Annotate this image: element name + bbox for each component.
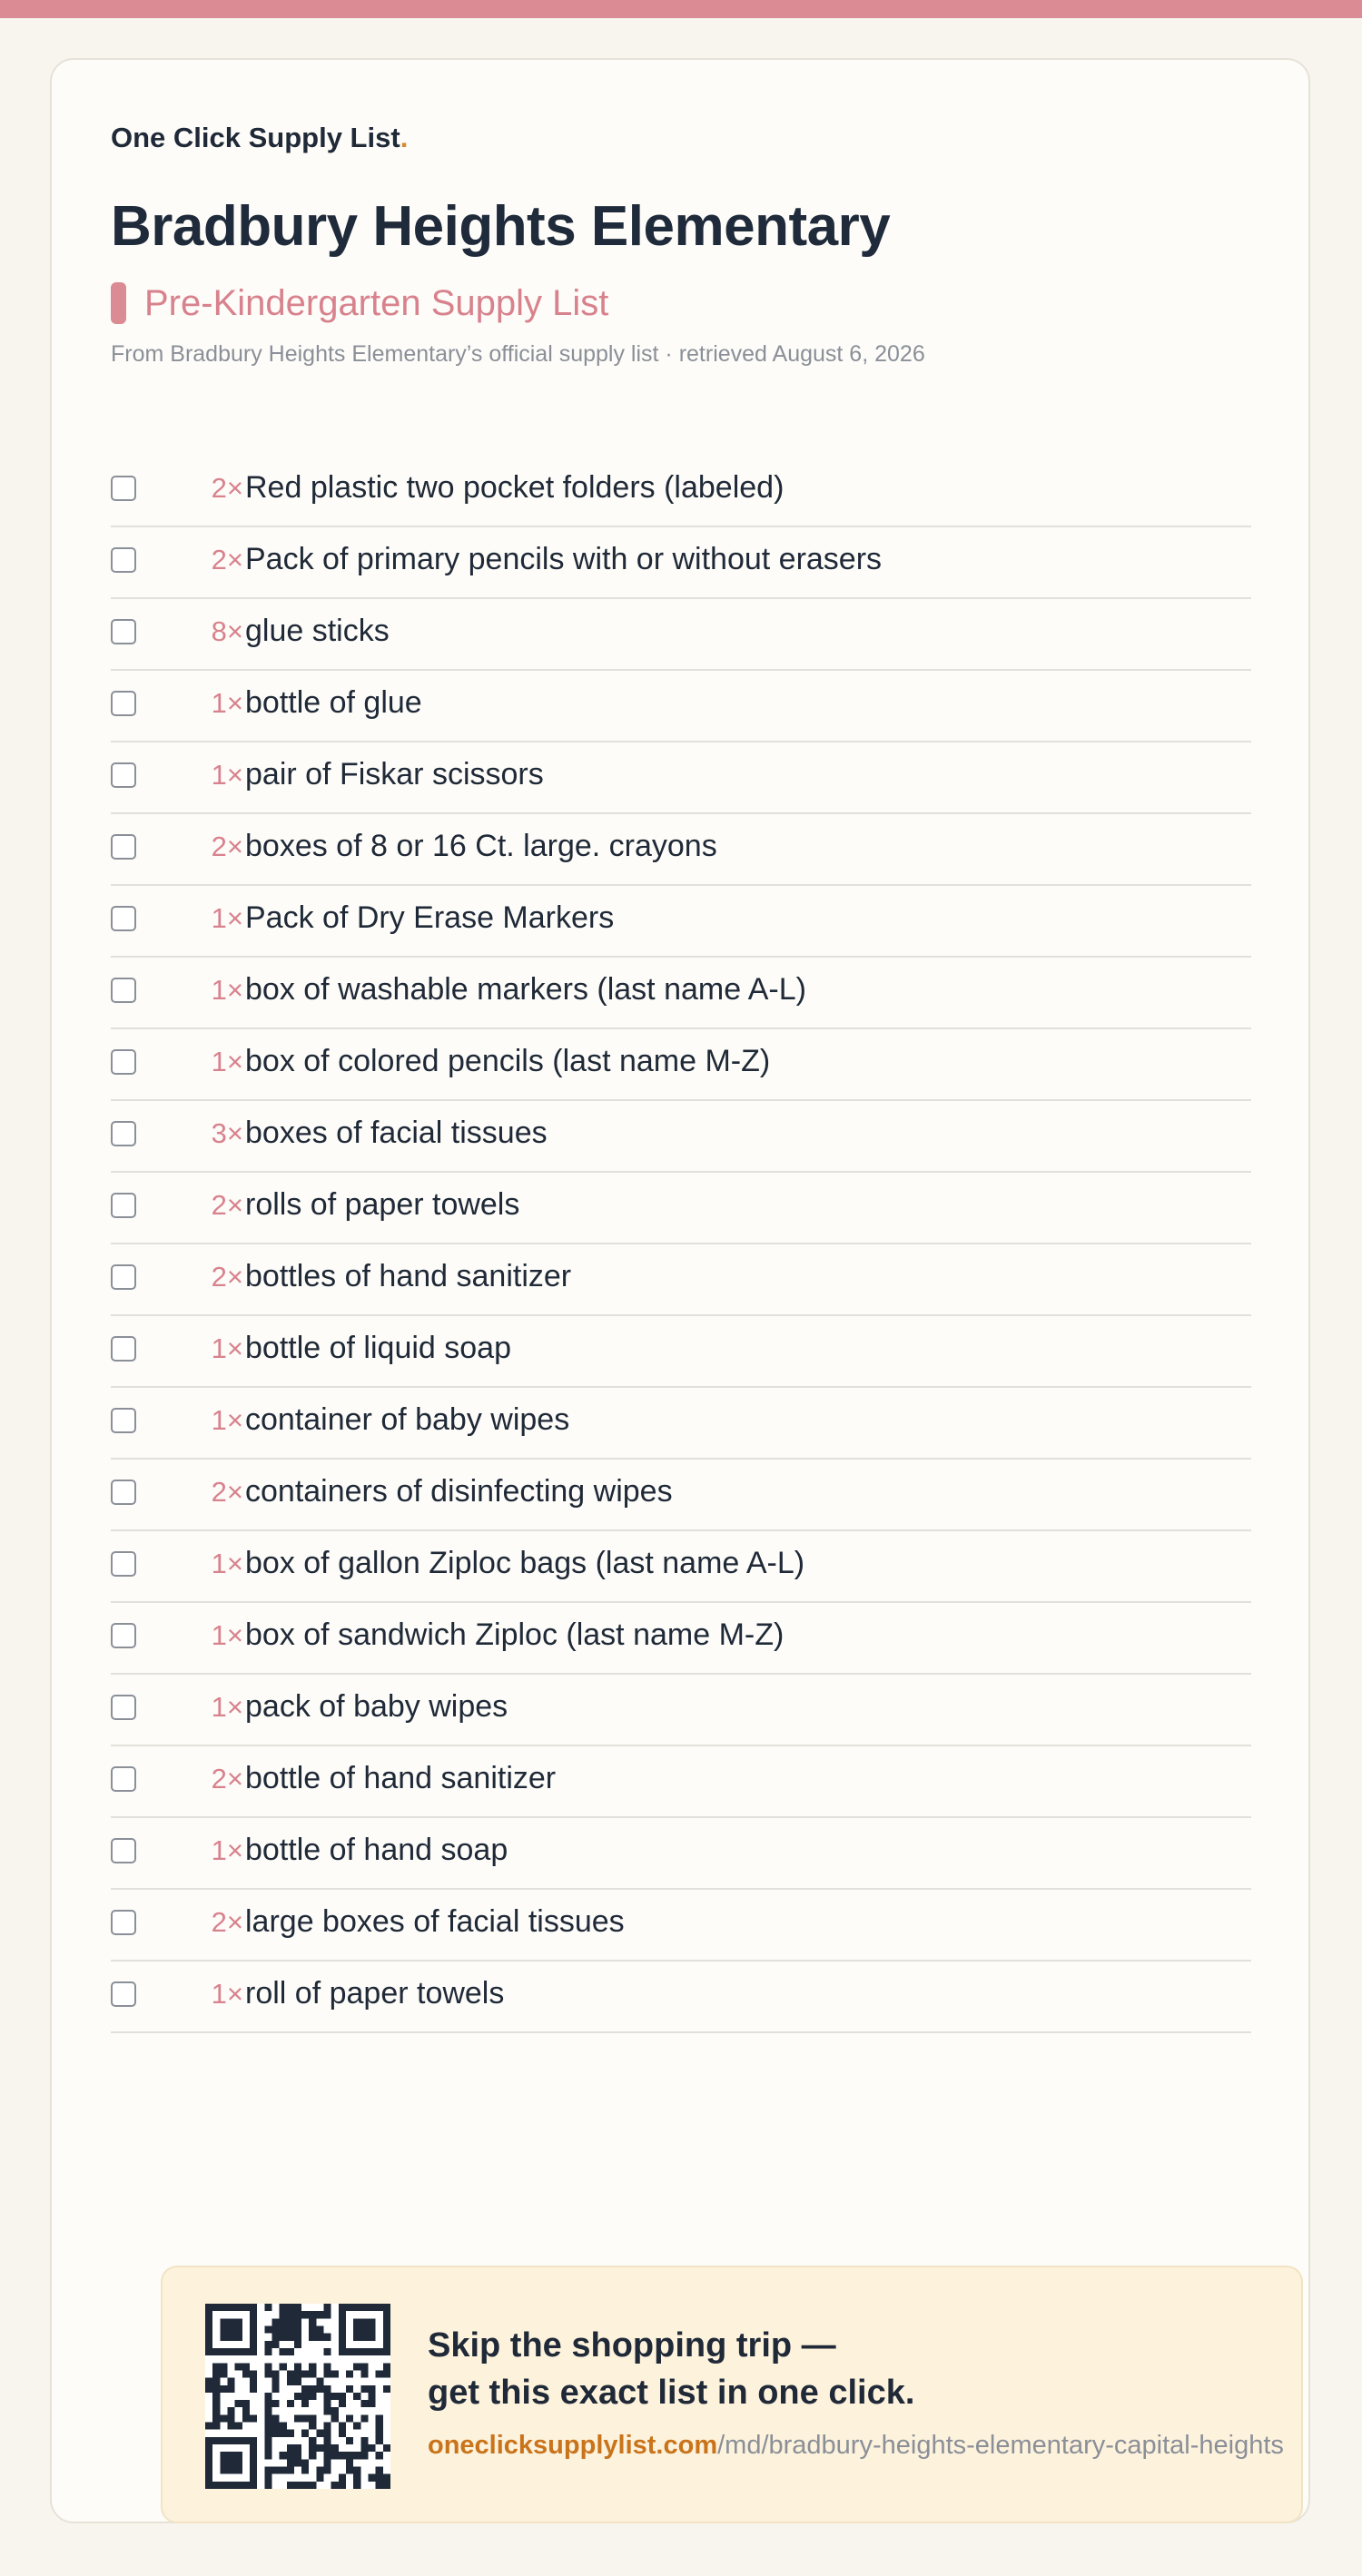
item-quantity: 1× xyxy=(211,974,243,1006)
checkbox-icon[interactable] xyxy=(111,1193,136,1218)
item-quantity: 1× xyxy=(211,759,243,791)
checkbox-icon[interactable] xyxy=(111,906,136,931)
checkbox-icon[interactable] xyxy=(111,1121,136,1146)
list-item xyxy=(111,599,1251,671)
list-item xyxy=(111,1675,1251,1746)
item-quantity: 1× xyxy=(211,1978,243,2010)
item-quantity: 1× xyxy=(211,1619,243,1651)
list-item xyxy=(111,527,1251,599)
item-name: Pack of Dry Erase Markers xyxy=(245,900,615,935)
list-item xyxy=(111,886,1251,958)
list-item xyxy=(111,1244,1251,1316)
school-name: Bradbury Heights Elementary xyxy=(111,195,891,258)
promo-box xyxy=(161,2266,1303,2523)
promo-line-2: get this exact list in one click. xyxy=(428,2374,915,2412)
brand-dot: . xyxy=(400,122,409,153)
title-accent-bar xyxy=(111,282,126,324)
list-item xyxy=(111,814,1251,886)
item-quantity: 2× xyxy=(211,1763,243,1794)
item-name: boxes of 8 or 16 Ct. large. crayons xyxy=(245,829,717,863)
item-name: boxes of facial tissues xyxy=(245,1116,548,1150)
item-name: large boxes of facial tissues xyxy=(245,1904,625,1939)
source-note: From Bradbury Heights Elementary’s official supply list · retrieved August 6, 2026 xyxy=(111,341,925,367)
item-quantity: 1× xyxy=(211,1834,243,1866)
item-quantity: 1× xyxy=(211,687,243,719)
item-name: bottle of liquid soap xyxy=(245,1331,511,1365)
top-accent-bar xyxy=(0,0,1362,18)
item-name: bottle of hand soap xyxy=(245,1833,508,1867)
list-item xyxy=(111,742,1251,814)
list-item xyxy=(111,1316,1251,1388)
list-item xyxy=(111,456,1251,527)
item-quantity: 1× xyxy=(211,1332,243,1364)
list-item xyxy=(111,958,1251,1029)
checkbox-icon[interactable] xyxy=(111,1838,136,1863)
item-name: bottles of hand sanitizer xyxy=(245,1259,572,1293)
checkbox-icon[interactable] xyxy=(111,1408,136,1433)
list-title-row xyxy=(111,281,608,325)
item-quantity: 2× xyxy=(211,1906,243,1938)
item-name: roll of paper towels xyxy=(245,1976,505,2011)
item-quantity: 1× xyxy=(211,1404,243,1436)
list-item xyxy=(111,1388,1251,1460)
checkbox-icon[interactable] xyxy=(111,1910,136,1935)
item-quantity: 1× xyxy=(211,1548,243,1579)
item-name: pack of baby wipes xyxy=(245,1689,508,1724)
item-quantity: 2× xyxy=(211,831,243,862)
list-item xyxy=(111,1101,1251,1173)
list-item xyxy=(111,1890,1251,1961)
checkbox-icon[interactable] xyxy=(111,1766,136,1792)
item-name: container of baby wipes xyxy=(245,1402,570,1437)
item-quantity: 2× xyxy=(211,1261,243,1293)
item-name: box of sandwich Ziploc (last name M-Z) xyxy=(245,1617,785,1652)
list-item xyxy=(111,1029,1251,1101)
checkbox-icon[interactable] xyxy=(111,1264,136,1290)
brand-name: One Click Supply List xyxy=(111,122,400,153)
list-item xyxy=(111,1173,1251,1244)
list-item xyxy=(111,1818,1251,1890)
list-item xyxy=(111,1460,1251,1531)
item-quantity: 2× xyxy=(211,1189,243,1221)
checkbox-icon[interactable] xyxy=(111,1480,136,1505)
item-quantity: 1× xyxy=(211,902,243,934)
checkbox-icon[interactable] xyxy=(111,1049,136,1075)
item-name: box of washable markers (last name A-L) xyxy=(245,972,806,1007)
item-name: containers of disinfecting wipes xyxy=(245,1474,673,1509)
supply-items-list xyxy=(111,456,1251,2033)
item-name: rolls of paper towels xyxy=(245,1187,520,1222)
item-name: Pack of primary pencils with or without erasers xyxy=(245,542,883,576)
item-quantity: 1× xyxy=(211,1691,243,1723)
checkbox-icon[interactable] xyxy=(111,1981,136,2007)
item-name: bottle of glue xyxy=(245,685,422,720)
checkbox-icon[interactable] xyxy=(111,1336,136,1362)
list-item xyxy=(111,1961,1251,2033)
item-name: box of gallon Ziploc bags (last name A-L) xyxy=(245,1546,805,1580)
item-name: bottle of hand sanitizer xyxy=(245,1761,557,1795)
item-quantity: 8× xyxy=(211,615,243,647)
promo-link[interactable] xyxy=(428,2431,1284,2461)
checkbox-icon[interactable] xyxy=(111,547,136,573)
checkbox-icon[interactable] xyxy=(111,691,136,716)
supply-list-card xyxy=(50,58,1310,2523)
checkbox-icon[interactable] xyxy=(111,476,136,501)
item-name: box of colored pencils (last name M-Z) xyxy=(245,1044,771,1078)
list-item xyxy=(111,1603,1251,1675)
checkbox-icon[interactable] xyxy=(111,1551,136,1577)
item-name: glue sticks xyxy=(245,614,390,648)
checkbox-icon[interactable] xyxy=(111,978,136,1003)
promo-link-domain: oneclicksupplylist.com xyxy=(428,2431,718,2460)
checkbox-icon[interactable] xyxy=(111,834,136,860)
item-quantity: 1× xyxy=(211,1046,243,1077)
checkbox-icon[interactable] xyxy=(111,762,136,788)
list-item xyxy=(111,1746,1251,1818)
checkbox-icon[interactable] xyxy=(111,1623,136,1648)
item-quantity: 2× xyxy=(211,1476,243,1508)
brand-logo[interactable] xyxy=(111,122,408,154)
item-quantity: 2× xyxy=(211,472,243,504)
checkbox-icon[interactable] xyxy=(111,619,136,644)
promo-link-path: /md/bradbury-heights-elementary-capital-heights xyxy=(717,2431,1284,2460)
item-quantity: 2× xyxy=(211,544,243,575)
promo-line-1: Skip the shopping trip — xyxy=(428,2326,836,2365)
list-item xyxy=(111,671,1251,742)
item-name: Red plastic two pocket folders (labeled) xyxy=(245,470,785,505)
checkbox-icon[interactable] xyxy=(111,1695,136,1720)
promo-title xyxy=(428,2322,914,2416)
list-title: Pre-Kindergarten Supply List xyxy=(144,282,609,323)
list-item xyxy=(111,1531,1251,1603)
qr-code-icon[interactable] xyxy=(205,2304,390,2489)
item-name: pair of Fiskar scissors xyxy=(245,757,544,791)
item-quantity: 3× xyxy=(211,1117,243,1149)
